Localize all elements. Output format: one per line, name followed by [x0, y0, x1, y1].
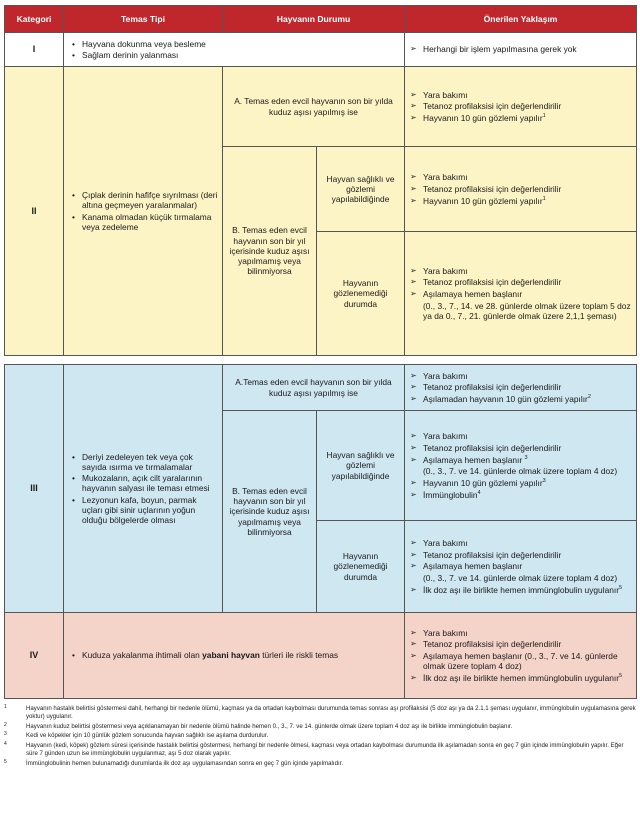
bullet-item: • Deriyi zedeleyen tek veya çok sayıda ısırma ve tırmalamalar [82, 452, 218, 473]
footnote: 3 Kedi ve köpekler için 10 günlük gözlem sonucunda hayvan sağlıklı ise aşılama durdurulur. [4, 731, 269, 740]
approach-item: ➢ Tetanoz profilaksisi için değerlendirilir [410, 382, 562, 393]
category-2-state-b: B. Temas eden evcil hayvanın son bir yıl içerisinde kuduz aşısı yapılmamış veya bilinmiyorsa [223, 147, 317, 356]
header-category: Kategori [5, 6, 64, 33]
arrow-bullet-icon: ➢ [410, 277, 417, 287]
category-3-approach-b1 [405, 411, 637, 521]
arrow-bullet-icon: ➢ [410, 549, 417, 559]
category-2-label: II [5, 67, 64, 356]
approach-detail: (0., 3., 7., 14. ve 28. günlerde olmak üzere toplam 5 doz ya da 0., 7., 21. günlerde olmak üzere 2,1,1 şeması) [423, 300, 631, 322]
approach-item: ➢ Yara bakımı [410, 172, 468, 183]
approach-item: ➢ Tetanoz profilaksisi için değerlendirilir [410, 549, 562, 560]
approach-item: ➢ Yara bakımı [410, 265, 468, 276]
category-2-row-a [5, 67, 637, 147]
arrow-bullet-icon: ➢ [410, 454, 417, 464]
category-3-approach-a [405, 365, 637, 411]
footnote: 2 Hayvanın kuduz belirtisi göstermesi veya açıklanamayan bir nedenle ölümü halinde hemen 0., 3., 7. ve 14. günlerde olmak üzere toplam 4 doz aşı ile birlikte immünglobulin başlanır. [4, 721, 513, 730]
footnote: 4 Hayvanın (kedi, köpek) gözlem süresi içerisinde hastalık belirtisi göstermesi, herhangi bir nedenle ölmesi, kaçması veya ortadan kaybolması durumunda ilk aşılamadan sonra en geç 7 gün içinde immünglobulin yapılır. Eğer süre 7 günden uzun ise immünglobulin uygulanmaz, aşı 5 doz olarak yapılır. [4, 741, 624, 757]
approach-item: ➢ Tetanoz profilaksisi için değerlendirilir [410, 183, 562, 194]
arrow-bullet-icon: ➢ [410, 172, 417, 182]
category-2-contact [64, 67, 223, 356]
arrow-bullet-icon: ➢ [410, 431, 417, 440]
arrow-bullet-icon: ➢ [410, 478, 417, 487]
category-3-row-a [5, 365, 637, 411]
footnote: 1 Hayvanın hastalık belirtisi göstermesi dahil, herhangi bir nedenle ölümü, kaçması ya da ortadan kaybolması durumunda temas sonrası aşı profilaksisi (5 doz aşı ya da 2.1.1 şeması uygulanır, immünglobulin uygulamasına gerek yoktur) uygulanır. [4, 704, 636, 720]
arrow-bullet-icon: ➢ [410, 44, 417, 54]
approach-item: ➢ Yara bakımı [410, 89, 468, 100]
bullet-item: • Kuduza yakalanma ihtimali olan yabani hayvan türleri ile riskli temas [82, 650, 400, 660]
bullet-item: • Sağlam derinin yalanması [82, 50, 400, 60]
arrow-bullet-icon: ➢ [410, 394, 417, 404]
arrow-bullet-icon: ➢ [410, 289, 417, 299]
approach-item: ➢ Yara bakımı [410, 627, 468, 638]
category-3-state-a: A.Temas eden evcil hayvanın son bir yılda kuduz aşısı yapılmış ise [223, 365, 405, 411]
category-2-not-observable: Hayvanın gözlenemediği durumda [317, 232, 405, 356]
arrow-bullet-icon: ➢ [410, 651, 417, 661]
category-3-approach-b2 [405, 521, 637, 613]
approach-item: ➢ Tetanoz profilaksisi için değerlendirilir [410, 442, 562, 453]
arrow-bullet-icon: ➢ [410, 627, 417, 637]
bullet-item: • Kanama olmadan küçük tırmalama veya zedeleme [82, 212, 218, 233]
category-3-label: III [5, 365, 64, 613]
arrow-bullet-icon: ➢ [410, 639, 417, 649]
arrow-bullet-icon: ➢ [410, 673, 417, 683]
approach-item: ➢ İmmünglobulin$^4$ [410, 489, 481, 500]
rabies-table-wrapper [4, 5, 636, 770]
approach-item: ➢ Yara bakımı [410, 537, 468, 548]
approach-item: ➢ Aşılamaya hemen başlanır (0., 3., 7. ve 14. günlerde olmak üzere toplam 4 doz) [410, 651, 618, 672]
approach-item: ➢ Tetanoz profilaksisi için değerlendirilir [410, 101, 562, 112]
arrow-bullet-icon: ➢ [410, 489, 417, 499]
category-4-label: IV [5, 613, 64, 699]
category-2-approach-b1 [405, 147, 637, 232]
category-2-state-a: A. Temas eden evcil hayvanın son bir yılda kuduz aşısı yapılmış ise [223, 67, 405, 147]
arrow-bullet-icon: ➢ [410, 561, 417, 571]
arrow-bullet-icon: ➢ [410, 584, 417, 594]
approach-item: ➢ Aşılamaya hemen başlanır $^3$ [410, 454, 528, 465]
approach-item: ➢ Hayvanın 10 gün gözlemi yapılır$^1$ [410, 195, 546, 206]
arrow-bullet-icon: ➢ [410, 442, 417, 452]
bullet-item: • Çıplak derinin hafifçe sıyrılması (deri altına geçmeyen yaralanmalar) [82, 190, 218, 211]
approach-item: ➢ Tetanoz profilaksisi için değerlendirilir [410, 277, 562, 288]
header-animal-status: Hayvanın Durumu [223, 6, 405, 33]
arrow-bullet-icon: ➢ [410, 89, 417, 99]
category-2-approach-a [405, 67, 637, 147]
approach-item: ➢ Hayvanın 10 gün gözlemi yapılır$^3$ [410, 478, 546, 488]
bullet-item: • Hayvana dokunma veya besleme [82, 39, 400, 49]
category-1-contact [64, 33, 405, 67]
arrow-bullet-icon: ➢ [410, 113, 417, 123]
category-4-contact [64, 613, 405, 699]
approach-detail: (0., 3., 7. ve 14. günlerde olmak üzere toplam 4 doz) [423, 466, 618, 477]
approach-item: ➢ Hayvanın 10 gün gözlemi yapılır$^1$ [410, 113, 546, 124]
category-2-observable: Hayvan sağlıklı ve gözlemi yapılabildiğinde [317, 147, 405, 232]
category-3-observable: Hayvan sağlıklı ve gözlemi yapılabildiğinde [317, 411, 405, 521]
arrow-bullet-icon: ➢ [410, 382, 417, 392]
category-4-row [5, 613, 637, 699]
approach-item: ➢ İlk doz aşı ile birlikte hemen immünglobulin uygulanır$^5$ [410, 584, 623, 595]
arrow-bullet-icon: ➢ [410, 537, 417, 547]
category-1-row [5, 33, 637, 67]
header-contact-type: Temas Tipi [64, 6, 223, 33]
category-3-state-b: B. Temas eden evcil hayvanın son bir yıl içerisinde kuduz aşısı yapılmamış veya bilinmiyorsa [223, 411, 317, 613]
approach-item: ➢ Aşılamadan hayvanın 10 gün gözlemi yapılır$^2$ [410, 394, 591, 405]
approach-item: ➢ Herhangi bir işlem yapılmasına gerek yok [410, 44, 577, 55]
category-4-approach [405, 613, 637, 699]
approach-detail: (0., 3., 7. ve 14. günlerde olmak üzere toplam 4 doz) [423, 573, 618, 584]
category-3-not-observable: Hayvanın gözlenemediği durumda [317, 521, 405, 613]
category-2-approach-b2 [405, 232, 637, 356]
approach-item: ➢ Tetanoz profilaksisi için değerlendirilir [410, 639, 562, 650]
approach-item: ➢ İlk doz aşı ile birlikte hemen immünglobulin uygulanır$^5$ [410, 673, 623, 684]
category-1-approach [405, 33, 637, 67]
footnote: 5 İmmünglobulinin hemen bulunamadığı durumlarda ilk doz aşı uygulamasından sonra en geç 7 gün içinde yapılmalıdır. [4, 758, 344, 767]
approach-item: ➢ Yara bakımı [410, 370, 468, 381]
arrow-bullet-icon: ➢ [410, 183, 417, 193]
arrow-bullet-icon: ➢ [410, 101, 417, 111]
arrow-bullet-icon: ➢ [410, 195, 417, 205]
bullet-item: • Lezyonun kafa, boyun, parmak uçları gibi sinir uçlarının yoğun olduğu bölgelerde olması [82, 495, 218, 526]
category-3-contact [64, 365, 223, 613]
approach-item: ➢ Aşılamaya hemen başlanır [410, 289, 523, 300]
approach-item: ➢ Aşılamaya hemen başlanır [410, 561, 523, 572]
bullet-item: • Mukozaların, açık cilt yaralarının hayvanın salyası ile teması etmesi [82, 473, 218, 494]
approach-item: ➢ Yara bakımı [410, 431, 468, 441]
rabies-exposure-table [4, 5, 637, 699]
arrow-bullet-icon: ➢ [410, 265, 417, 275]
header-recommended-approach: Önerilen Yaklaşım [405, 6, 637, 33]
header-row [5, 6, 637, 33]
arrow-bullet-icon: ➢ [410, 370, 417, 380]
footnotes [4, 705, 636, 768]
category-1-label: I [5, 33, 64, 67]
